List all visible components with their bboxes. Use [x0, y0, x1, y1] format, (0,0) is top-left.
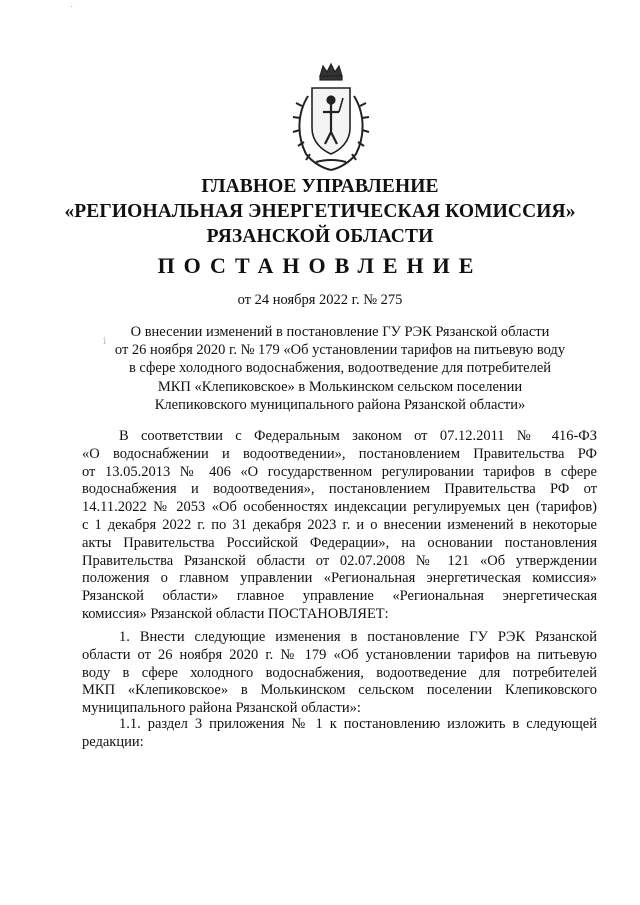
coat-of-arms-icon [290, 62, 372, 174]
organization-name-line1: ГЛАВНОЕ УПРАВЛЕНИЕ [201, 176, 439, 197]
paragraph-line: 1.1. раздел 3 приложения № 1 к постановлению изложить в следующей [119, 716, 597, 732]
paragraph-line: акты Правительства Российской Федерации», на основании постановления [82, 534, 597, 551]
document-type-title: ПОСТАНОВЛЕНИЕ [157, 253, 483, 278]
subject-line: от 26 ноября 2020 г. № 179 «Об установлении тарифов на питьевую воду [114, 342, 566, 359]
document-subject [90, 323, 590, 414]
paragraph-line: В соответствии с Федеральным законом от 07.12.2011 № 416-ФЗ [119, 428, 597, 444]
document-date-number: от 24 ноября 2022 г. № 275 [237, 292, 403, 308]
subject-line: Клепиковского муниципального района Рязанской области» [154, 396, 526, 413]
paragraph-line: МКП «Клепиковское» в Молькинском сельском поселении Клепиковского [82, 682, 597, 699]
paragraph-line: Правительства Рязанской области от 02.07.2008 № 121 «Об утверждении [82, 552, 597, 569]
subject-line: в сфере холодного водоснабжения, водоотведение для потребителей [128, 360, 552, 377]
paragraph-line: 1. Внести следующие изменения в постановление ГУ РЭК Рязанской [119, 629, 597, 645]
paragraph-line: муниципального района Рязанской области»: [82, 700, 361, 717]
paragraph-line: воду в сфере холодного водоснабжения, водоотведение для потребителей [82, 664, 597, 681]
paragraph-line: с 1 декабря 2022 г. по 31 декабря 2023 г. и о внесении изменений в некоторые [82, 516, 597, 533]
paragraph-line: Рязанской области» главное управление «Региональная энергетическая [82, 588, 597, 605]
paragraph-line: положения о главном управлении «Региональная энергетическая комиссия» [82, 570, 597, 587]
paragraph-item-1-1 [82, 716, 597, 752]
paragraph-line: редакции: [82, 733, 144, 750]
paragraph-line: комиссия» Рязанской области ПОСТАНОВЛЯЕТ: [82, 605, 389, 622]
organization-name-line3: РЯЗАНСКОЙ ОБЛАСТИ [206, 226, 434, 247]
scan-mark: · [70, 2, 74, 13]
paragraph-line: от 13.05.2013 № 406 «О государственном регулировании тарифов в сфере [82, 463, 597, 480]
organization-name-line2: «РЕГИОНАЛЬНАЯ ЭНЕРГЕТИЧЕСКАЯ КОМИССИЯ» [64, 201, 576, 222]
scan-mark: ⅰ [103, 336, 107, 347]
paragraph-line: 14.11.2022 № 2053 «Об особенностях индексации регулируемых цен (тарифов) [82, 499, 597, 516]
paragraph-line: водоснабжения и водоотведения», постановлением Правительства РФ от [82, 481, 597, 498]
subject-line: МКП «Клепиковское» в Молькинском сельском поселении [157, 378, 523, 395]
paragraph-item-1 [82, 629, 597, 718]
paragraph-line: «О водоснабжении и водоотведении», постановлением Правительства РФ [82, 445, 597, 462]
subject-line: О внесении изменений в постановление ГУ РЭК Рязанской области [130, 324, 550, 340]
paragraph-preamble [82, 428, 597, 624]
paragraph-line: области от 26 ноября 2020 г. № 179 «Об установлении тарифов на питьевую [82, 646, 597, 663]
